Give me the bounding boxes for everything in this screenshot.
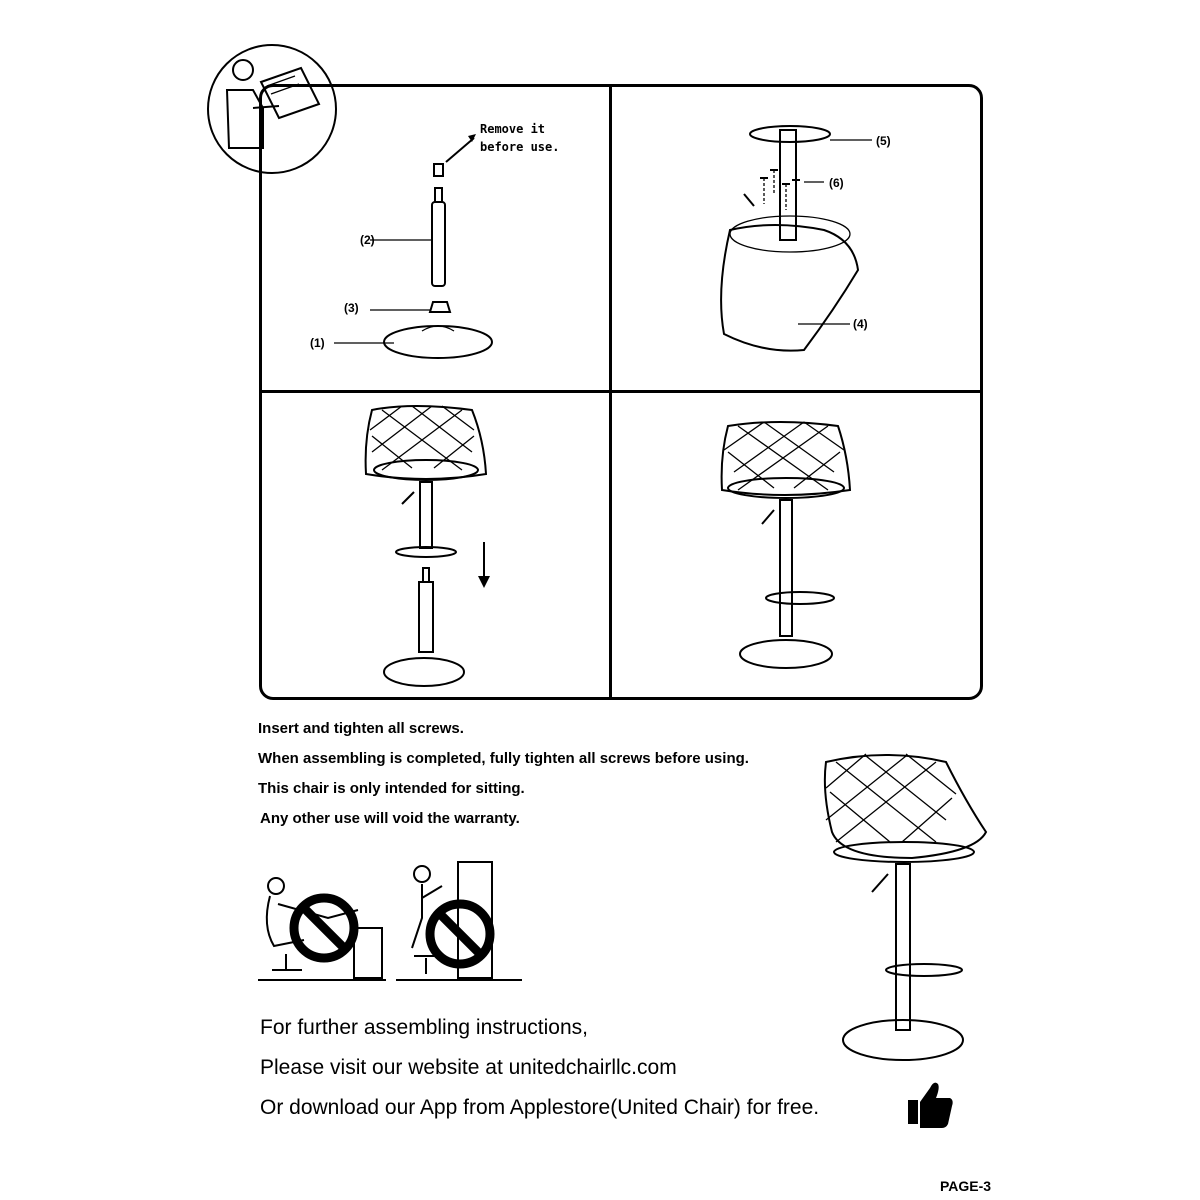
thumbs-up-icon bbox=[906, 1080, 954, 1128]
visit-line-2: Please visit our website at unitedchairllc.com bbox=[260, 1056, 677, 1079]
prohibited-feet-on-stool-pictogram bbox=[258, 870, 386, 982]
figure-divider-horizontal bbox=[259, 390, 983, 393]
callout-part-3: (3) bbox=[344, 301, 359, 315]
rule-line-1: Insert and tighten all screws. bbox=[258, 720, 464, 737]
callout-part-1: (1) bbox=[310, 336, 325, 350]
callout-part-4: (4) bbox=[853, 317, 868, 331]
rule-line-3: This chair is only intended for sitting. bbox=[258, 780, 525, 797]
callout-part-5: (5) bbox=[876, 134, 891, 148]
step3-illustration bbox=[262, 396, 608, 696]
rule-line-4: Any other use will void the warranty. bbox=[260, 810, 520, 827]
finished-chair-illustration bbox=[812, 748, 996, 1066]
page-number: PAGE-3 bbox=[940, 1178, 992, 1194]
callout-part-6: (6) bbox=[829, 176, 844, 190]
remove-cap-note: Remove it before use. bbox=[480, 122, 560, 154]
visit-line-1: For further assembling instructions, bbox=[260, 1016, 588, 1039]
prohibited-standing-on-chair-pictogram bbox=[396, 858, 522, 982]
step4-illustration bbox=[614, 396, 980, 696]
visit-line-3: Or download our App from Applestore(United Chair) for free. bbox=[260, 1096, 820, 1119]
rule-line-2: When assembling is completed, fully tighten all screws before using. bbox=[258, 750, 749, 767]
callout-part-2: (2) bbox=[360, 233, 375, 247]
step2-illustration bbox=[614, 90, 980, 388]
